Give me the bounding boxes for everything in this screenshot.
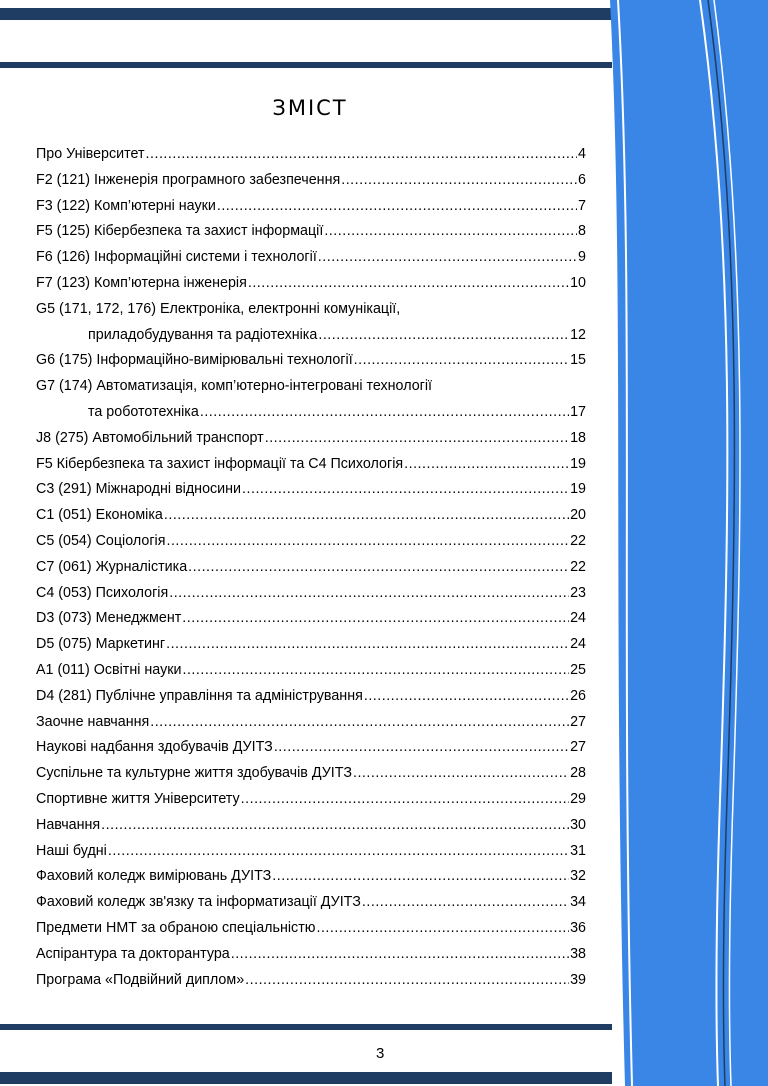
toc-page: 34 xyxy=(570,894,586,911)
toc-row[interactable] xyxy=(36,791,586,817)
toc-row[interactable] xyxy=(36,662,586,688)
toc-page: 9 xyxy=(578,249,586,266)
toc-label: D4 (281) Публічне управління та адміністрування xyxy=(36,687,363,704)
toc-page: 27 xyxy=(570,739,586,756)
toc-page: 23 xyxy=(570,584,586,601)
toc-page: 15 xyxy=(570,352,586,369)
toc-page: 24 xyxy=(570,610,586,627)
toc-row[interactable] xyxy=(36,714,586,740)
toc-row[interactable] xyxy=(36,481,586,507)
toc-page: 29 xyxy=(570,790,586,807)
toc-label: D5 (075) Маркетинг xyxy=(36,636,166,653)
toc-leader xyxy=(200,404,569,420)
toc-leader xyxy=(362,894,569,910)
toc-page: 28 xyxy=(570,765,586,782)
toc-leader xyxy=(182,610,569,626)
toc-label: J8 (275) Автомобільний транспорт xyxy=(36,429,264,446)
toc-leader xyxy=(101,817,569,833)
toc-row[interactable] xyxy=(36,688,586,714)
toc-leader xyxy=(182,662,569,678)
toc-leader xyxy=(265,430,569,446)
toc-page: 8 xyxy=(578,223,586,240)
toc-leader xyxy=(353,765,569,781)
toc-row[interactable] xyxy=(36,249,586,275)
page-title: ЗМІСТ xyxy=(272,96,348,120)
toc-page: 30 xyxy=(570,816,586,833)
toc-page: 38 xyxy=(570,945,586,962)
toc-row[interactable] xyxy=(36,146,586,172)
toc-label: G7 (174) Автоматизація, комп’ютерно-інтегровані технології xyxy=(36,378,433,395)
toc-leader xyxy=(108,843,569,859)
toc-leader xyxy=(188,559,569,575)
toc-row[interactable] xyxy=(36,946,586,972)
toc-label: Фаховий коледж зв'язку та інформатизації ДУІТЗ xyxy=(36,894,361,911)
toc-page: 10 xyxy=(570,274,586,291)
toc-label: Про Університет xyxy=(36,146,145,162)
toc-label: C7 (061) Журналістика xyxy=(36,558,188,575)
toc-leader xyxy=(354,352,569,368)
toc-row[interactable] xyxy=(36,352,586,378)
toc-row[interactable] xyxy=(36,739,586,765)
toc-leader xyxy=(364,688,569,704)
toc-row[interactable] xyxy=(36,327,586,353)
toc-page: 39 xyxy=(570,971,586,988)
toc-row[interactable] xyxy=(36,456,586,482)
toc-leader xyxy=(164,507,569,523)
toc-leader xyxy=(169,585,569,601)
toc-row[interactable] xyxy=(36,765,586,791)
toc-label: Предмети НМТ за обраною спеціальністю xyxy=(36,919,316,936)
toc-row[interactable] xyxy=(36,972,586,998)
toc-page: 22 xyxy=(570,558,586,575)
toc-page: 19 xyxy=(570,481,586,498)
toc-row[interactable] xyxy=(36,533,586,559)
toc-row[interactable] xyxy=(36,894,586,920)
toc-row[interactable] xyxy=(36,559,586,585)
toc-page: 7 xyxy=(578,197,586,214)
toc-page: 22 xyxy=(570,532,586,549)
toc-leader xyxy=(341,172,577,188)
toc-row[interactable] xyxy=(36,817,586,843)
toc-row[interactable] xyxy=(36,404,586,430)
toc-leader xyxy=(166,533,569,549)
toc-leader xyxy=(245,972,569,988)
toc-leader xyxy=(324,223,577,239)
toc-row[interactable] xyxy=(36,172,586,198)
toc-page: 36 xyxy=(570,919,586,936)
toc-label: Аспірантура та докторантура xyxy=(36,945,230,962)
toc-label: приладобудування та радіотехніка xyxy=(88,326,318,343)
toc-leader xyxy=(272,868,569,884)
page-number: 3 xyxy=(376,1045,385,1062)
toc-label: F5 (125) Кібербезпека та захист інформації xyxy=(36,223,324,240)
toc-page: 17 xyxy=(570,403,586,420)
toc-label: та робототехніка xyxy=(88,403,199,420)
toc-label: Спортивне життя Університету xyxy=(36,790,240,807)
toc-leader xyxy=(318,249,577,265)
toc-label: Суспільне та культурне життя здобувачів ДУІТЗ xyxy=(36,765,352,782)
toc-label: F2 (121) Інженерія програмного забезпечення xyxy=(36,171,341,188)
toc-page: 32 xyxy=(570,868,586,885)
toc-row[interactable] xyxy=(36,301,586,327)
toc-label: F7 (123) Комп’ютерна інженерія xyxy=(36,274,247,291)
toc-leader xyxy=(316,920,569,936)
toc-row[interactable] xyxy=(36,920,586,946)
toc-leader xyxy=(248,275,569,291)
toc-page: 12 xyxy=(570,326,586,343)
toc-label: A1 (011) Освітні науки xyxy=(36,661,182,678)
toc-leader xyxy=(242,481,569,497)
toc-page: 20 xyxy=(570,507,586,524)
toc-label: Заочне навчання xyxy=(36,713,150,730)
toc-label: Наші будні xyxy=(36,842,107,859)
toc-label: Наукові надбання здобувачів ДУІТЗ xyxy=(36,739,273,756)
toc-label: F5 Кібербезпека та захист інформації та C4 Психологія xyxy=(36,455,404,472)
toc-label: C3 (291) Міжнародні відносини xyxy=(36,481,242,498)
toc-page: 19 xyxy=(570,455,586,472)
toc-leader xyxy=(241,791,569,807)
toc-leader xyxy=(318,327,569,343)
table-of-contents xyxy=(36,146,586,997)
toc-row[interactable] xyxy=(36,198,586,224)
toc-row[interactable] xyxy=(36,610,586,636)
toc-label: Фаховий коледж вимірювань ДУІТЗ xyxy=(36,868,272,885)
toc-label: D3 (073) Менеджмент xyxy=(36,610,182,627)
toc-leader xyxy=(274,739,569,755)
toc-leader xyxy=(231,946,569,962)
toc-leader xyxy=(166,636,569,652)
toc-row[interactable] xyxy=(36,430,586,456)
toc-label: Програма «Подвійний диплом» xyxy=(36,971,245,988)
toc-label: F6 (126) Інформаційні системи і технології xyxy=(36,249,317,266)
toc-label: Навчання xyxy=(36,816,101,833)
toc-leader xyxy=(146,146,578,162)
toc-row[interactable] xyxy=(36,636,586,662)
toc-page: 27 xyxy=(570,713,586,730)
toc-label: G5 (171, 172, 176) Електроніка, електронні комунікації, xyxy=(36,300,401,317)
toc-label: F3 (122) Комп’ютерні науки xyxy=(36,197,216,214)
toc-label: C5 (054) Соціологія xyxy=(36,532,166,549)
toc-page: 4 xyxy=(578,146,586,162)
toc-page: 25 xyxy=(570,661,586,678)
toc-page: 26 xyxy=(570,687,586,704)
toc-row[interactable] xyxy=(36,507,586,533)
toc-page: 18 xyxy=(570,429,586,446)
toc-page: 6 xyxy=(578,171,586,188)
toc-leader xyxy=(150,714,569,730)
toc-leader xyxy=(217,198,577,214)
toc-row[interactable] xyxy=(36,868,586,894)
toc-row[interactable] xyxy=(36,378,586,404)
toc-row[interactable] xyxy=(36,223,586,249)
toc-row[interactable] xyxy=(36,275,586,301)
toc-row[interactable] xyxy=(36,843,586,869)
toc-page: 31 xyxy=(570,842,586,859)
toc-page: 24 xyxy=(570,636,586,653)
toc-label: C4 (053) Психологія xyxy=(36,584,169,601)
toc-row[interactable] xyxy=(36,585,586,611)
toc-label: G6 (175) Інформаційно-вимірювальні технології xyxy=(36,352,353,369)
toc-label: C1 (051) Економіка xyxy=(36,507,163,524)
toc-leader xyxy=(404,456,569,472)
